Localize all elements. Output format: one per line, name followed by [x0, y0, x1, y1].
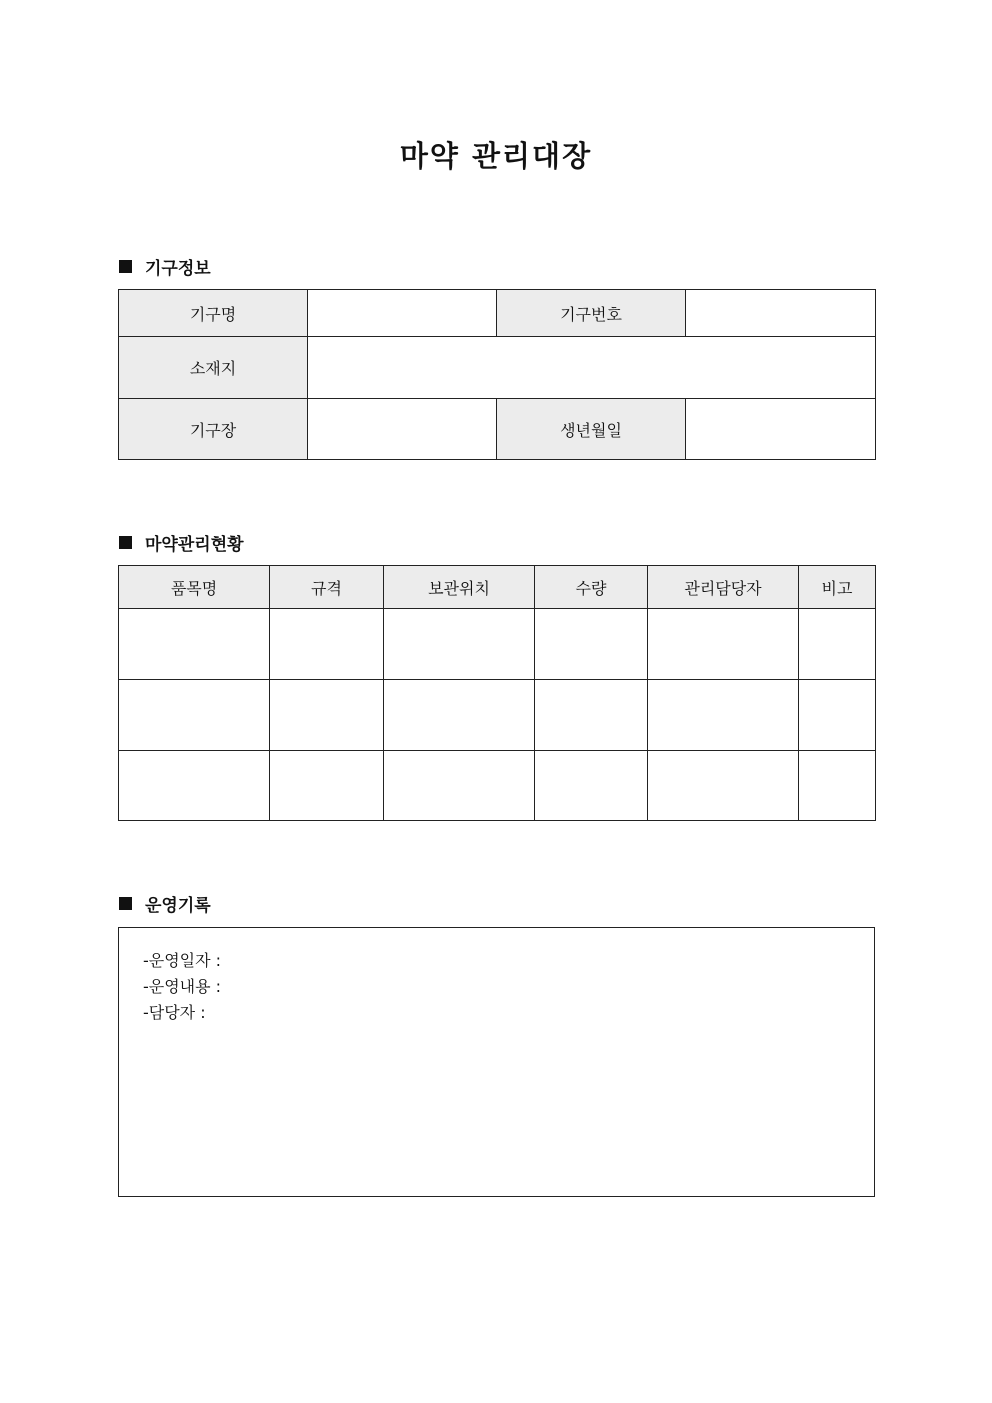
square-bullet-icon [119, 260, 132, 273]
org-head-field[interactable] [308, 399, 497, 460]
section-heading-label: 운영기록 [145, 896, 211, 916]
org-number-field[interactable] [686, 290, 876, 337]
table-cell[interactable] [648, 751, 799, 821]
org-number-label: 기구번호 [497, 290, 686, 337]
birthdate-label: 생년월일 [497, 399, 686, 460]
table-cell[interactable] [799, 680, 876, 751]
column-header-spec: 규격 [270, 566, 384, 609]
table-cell[interactable] [384, 680, 535, 751]
table-cell[interactable] [384, 609, 535, 680]
column-header-item-name: 품목명 [119, 566, 270, 609]
page-title: 마약 관리대장 [399, 139, 593, 173]
section-heading-operation-log [119, 891, 211, 916]
table-cell[interactable] [648, 680, 799, 751]
location-field[interactable] [308, 337, 876, 399]
table-cell[interactable] [535, 680, 648, 751]
table-row [119, 680, 876, 751]
table-cell[interactable] [119, 680, 270, 751]
column-header-manager: 관리담당자 [648, 566, 799, 609]
operation-log-lines [143, 948, 221, 1026]
birthdate-field[interactable] [686, 399, 876, 460]
org-info-table [118, 289, 876, 460]
table-cell[interactable] [119, 751, 270, 821]
location-label: 소재지 [119, 337, 308, 399]
column-header-remarks: 비고 [799, 566, 876, 609]
table-cell[interactable] [270, 751, 384, 821]
table-cell[interactable] [119, 609, 270, 680]
table-cell[interactable] [535, 751, 648, 821]
column-header-storage: 보관위치 [384, 566, 535, 609]
table-cell[interactable] [648, 609, 799, 680]
table-row [119, 609, 876, 680]
square-bullet-icon [119, 897, 132, 910]
table-cell[interactable] [270, 680, 384, 751]
manager-line: -담당자 : [143, 1003, 206, 1022]
column-header-quantity: 수량 [535, 566, 648, 609]
square-bullet-icon [119, 536, 132, 549]
table-cell[interactable] [535, 609, 648, 680]
section-heading-label: 마약관리현황 [145, 535, 244, 555]
org-name-field[interactable] [308, 290, 497, 337]
operation-log-box[interactable] [118, 927, 875, 1197]
org-head-label: 기구장 [119, 399, 308, 460]
org-name-label: 기구명 [119, 290, 308, 337]
table-cell[interactable] [799, 609, 876, 680]
table-cell[interactable] [799, 751, 876, 821]
operation-content-line: -운영내용 : [143, 977, 222, 996]
section-heading-drug-status [119, 530, 244, 555]
section-heading-label: 기구정보 [145, 259, 211, 279]
operation-date-line: -운영일자 : [143, 951, 222, 970]
section-heading-org-info [119, 254, 211, 279]
table-cell[interactable] [384, 751, 535, 821]
table-cell[interactable] [270, 609, 384, 680]
drug-status-table [118, 565, 876, 821]
table-row [119, 751, 876, 821]
